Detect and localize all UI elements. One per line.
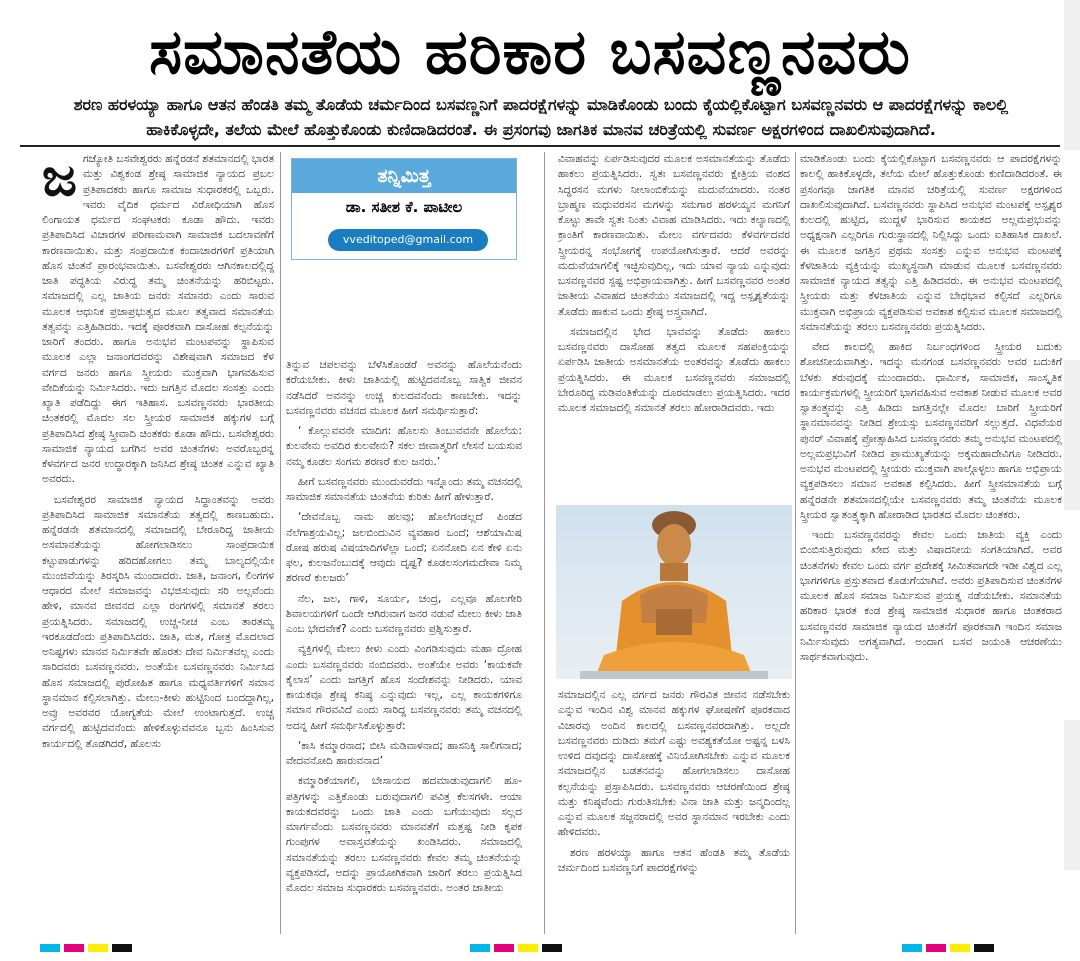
paragraph: ನೆಲ, ಜಲ, ಗಾಳಿ, ಸೂರ್ಯ, ಚಂದ್ರ, ಎಲ್ಲವೂ ಹೊಲಗೇರಿ ಶಿವಾಲಯಗಳಿಗೆ ಒಂದೇ ಆಗಿರುವಾಗ ಜನರ ನಡುವೆ ಮೇಲು ಕೀಳು ಜಾತಿ ಎಂಬ ಭೇದವೇಕೆ? ಎಂದು ಬಸವಣ್ಣನವರು ಪ್ರಶ್ನಿಸುತ್ತಾರೆ. bbox=[286, 592, 522, 635]
article-column-1 bbox=[42, 152, 274, 932]
article-column-3 bbox=[558, 152, 790, 492]
paragraph: ವೇದ ಕಾಲದಲ್ಲಿ ಹಾಕಿದ ನಿರ್ಬಂಧಗಳಿಂದ ಸ್ತ್ರೀಯರ ಬದುಕು ಶೋಚನೀಯವಾಗಿತ್ತು. ಇದನ್ನು ಮನಗಂಡ ಬಸವಣ್ಣನವರು ಅವರ ಬದುಕಿಗೆ ಬೆಳಕು ತರುವುದಕ್ಕೆ ಮುಂದಾದರು. ಧಾರ್ಮಿಕ, ಸಾಮಾಜಿಕ, ಸಾಂಸ್ಕೃತಿಕ ಕಾರ್ಯಕ್ರಮಗಳಲ್ಲಿ ಸ್ತ್ರೀಯರಿಗೆ ಭಾಗವಹಿಸುವ ಅವಕಾಶ ನೀಡುವ ಮೂಲಕ ಅವರ ಸ್ವಾತಂತ್ರ್ಯವನ್ನು ಎತ್ತಿ ಹಿಡಿದು ಜಗತ್ತಿನಲ್ಲೇ ಮೊದಲ ಬಾರಿಗೆ ಸ್ತ್ರೀಯರಿಗೆ ಸ್ಥಾನಮಾನವನ್ನು ನೀಡಿದ ಶ್ರೇಯಸ್ಸು ಬಸವಣ್ಣನವರಿಗೆ ಸಲ್ಲುತ್ತದೆ. ವಿಧವೆಯರ ಪುನರ್ ವಿವಾಹಕ್ಕೆ ಪ್ರೋತ್ಸಾಹಿಸಿದ ಬಸವಣ್ಣನವರು ತಮ್ಮ ಅನುಭವ ಮಂಟಪದಲ್ಲಿ ಅಲ್ಲಮಪ್ರಭುವಿಗೆ ನೀಡಿದ ಪ್ರಾಮುಖ್ಯತೆಯನ್ನು ಅಕ್ಕಮಹಾದೇವಿಗೂ ನೀಡಿದರು. ಅನುಭವ ಮಂಟಪದಲ್ಲಿ ಸ್ತ್ರೀಯರು ಮುಕ್ತವಾಗಿ ಪಾಲ್ಗೊಳ್ಳಲು ಹಾಗೂ ಅಭಿಪ್ರಾಯ ವ್ಯಕ್ತಪಡಿಸಲು ಸಮಾನ ಅವಕಾಶ ಕಲ್ಪಿಸಿದರು. ಹೀಗೆ ಸ್ತ್ರೀಸಮಾನತೆಯ ಬಗ್ಗೆ ಹನ್ನೆರಡನೇ ಶತಮಾನದಲ್ಲಿಯೇ ಬಸವಣ್ಣನವರು ತಮ್ಮ ಚಿಂತನೆಯ ಮೂಲಕ ಸ್ತ್ರೀಯರ ಸ್ವಾತಂತ್ರ್ಯಕ್ಕಾಗಿ ಹೋರಾಡಿದ ಭಾರತದ ಮೊದಲ ಚಿಂತಕರು. bbox=[800, 341, 1062, 521]
quote-paragraph: ‘ದೇವನೊಬ್ಬ ನಾಮ ಹಲವು; ಹೊಲೆಗಂಡಲ್ಲದೆ ಪಿಂಡದ ನೆಲೆಗಾಶ್ರಯವಿಲ್ಲ; ಜಲಬಿಂದುವಿನ ವ್ಯವಹಾರ ಒಂದೆ; ಆಶೆಯಾಮಿಷ ರೋಷ ಹರುಷ ವಿಷಯಾದಿಗಳೆಲ್ಲಾ ಒಂದೆ; ಏನನೋದಿ ಏನ ಕೇಳಿ ಏನು ಫಲ, ಕುಲಜನೆಂಬುದಕ್ಕೆ ಆವುದು ದೃಷ್ಟ? ಕೂಡಲಸಂಗಮದೇವಾ ನಿಮ್ಮ ಶರಣರೆ ಕುಲಜರು’ bbox=[286, 511, 522, 585]
paragraph bbox=[42, 152, 274, 488]
article-column-3-lower bbox=[558, 688, 790, 932]
magenta-swatch bbox=[926, 944, 946, 952]
magenta-swatch bbox=[64, 944, 84, 952]
basavanna-statue-image bbox=[556, 505, 792, 679]
page-edge-fragment bbox=[1064, 360, 1080, 510]
paragraph: ಇಂದು ಬಸವಣ್ಣನವರನ್ನು ಕೇವಲ ಒಂದು ಜಾತಿಯ ವ್ಯಕ್ತಿ ಎಂದು ಬಿಂಬಿಸುತ್ತಿರುವುದು ಖೇದ ಮತ್ತು ವಿಷಾದನೀಯ ಸಂಗತಿಯಾಗಿದೆ. ಅವರ ಚಿಂತನೆಗಳು ಕೇವಲ ಒಂದು ವರ್ಗ ಪ್ರದೇಶಕ್ಕೆ ಸೀಮಿತವಾಗದೇ ಇಡೀ ವಿಶ್ವದ ಎಲ್ಲ ಭಾಗಗಳಿಗೂ ಪ್ರಸ್ತುತವಾದ ಕೊಡುಗೆಯಾಗಿವೆ. ಅವರು ಪ್ರತಿಪಾದಿಸುವ ಚಿಂತನೆಗಳ ಮೂಲಕ ಹೊಸ ಸಮಾಜ ನಿರ್ಮಿಸುವ ಪ್ರಯತ್ನ ನಡೆಯಬೇಕು. ಸಮಾನತೆಯ ಹರಿಕಾರ ಭಾರತ ಕಂಡ ಶ್ರೇಷ್ಠ ಸಾಮಾಜಿಕ ಸುಧಾರಕ ಹಾಗೂ ಚಿಂತಕರಾದ ಬಸವಣ್ಣನವರ ಸಾಮಾಜಿಕ ನ್ಯಾಯದ ಚಿಂತನೆಗೆ ಪೂರಕವಾಗಿ ಇಂದಿನ ಸಮಾಜ ನಿರ್ಮಿಸುವುದು ಅಗತ್ಯವಾಗಿದೆ. ಅಂದಾಗ ಬಸವ ಜಯಂತಿ ಆಚರಣೆಯು ಸಾರ್ಥಕವಾಗುವುದು. bbox=[800, 529, 1062, 663]
yellow-swatch bbox=[950, 944, 970, 952]
paragraph: ಬಸವೇಶ್ವರರ ಸಾಮಾಜಿಕ ನ್ಯಾಯದ ಸಿದ್ಧಾಂತವನ್ನು ಅವರು ಪ್ರತಿಪಾದಿಸಿದ ಸಾಮಾಜಿಕ ಸಮಾನತೆಯ ತತ್ವದಲ್ಲಿ ಕಾಣಬಹುದು. ಹನ್ನೆರಡನೇ ಶತಮಾನದಲ್ಲಿ ಸಮಾಜದಲ್ಲಿ ಬೇರೂರಿದ್ದ ಜಾತೀಯ ಅಸಮಾನತೆಯನ್ನು ಹೋಗಲಾಡಿಸಲು ಸಾಂಪ್ರದಾಯಿಕ ಕಟ್ಟುಪಾಡುಗಳನ್ನು ಹರಿದಹೋಗಲು ತಮ್ಮ ಬಾಲ್ಯದಲ್ಲಿಯೇ ಮುಂಜಿವೆಯನ್ನು ತಿರಸ್ಕರಿಸಿ ಮುಂದಾದರು. ಜಾತಿ, ಜನಾಂಗ, ಲಿಂಗಗಳ ಆಧಾರದ ಮೇಲೆ ಸಮಾಜವನ್ನು ವಿಭಜಿಸುವುದು ಸರಿ ಅಲ್ಲವೆಂದು ಹೇಳಿ, ಮಾನವ ಜೀವನದ ಎಲ್ಲಾ ರಂಗಗಳಲ್ಲಿ ಸಮಾನತೆ ತರಲು ಪ್ರಯತ್ನಿಸಿದರು. ಸಮಾಜದಲ್ಲಿ ಉಚ್ಚ-ನೀಚ ಎಂಬ ತಾರತಮ್ಯ ಇರಕೂಡದೆಂದು ಪ್ರತಿಪಾದಿಸಿದರು. ಜಾತಿ, ಮತ, ಗೋತ್ರ ಮೊದಲಾದ ಅನಿಷ್ಟಗಳು ಮಾನವ ನಿರ್ಮಿತವೇ ಹೊರತು ದೇವ ನಿರ್ಮಿತವಲ್ಲ ಎಂದು ಸಾರಿದವರು ಬಸವಣ್ಣನವರು. ಅಂತೆಯೇ ಬಸವಣ್ಣನವರು ನಿರ್ಮಿಸಿದ ಹೊಸ ಸಮಾಜದಲ್ಲಿ ಪುರೋಹಿತ ಹಾಗೂ ಮಧ್ಯವರ್ತಿಗಳಿಗೆ ಸಮಾನ ಸ್ಥಾನಮಾನ ಕಲ್ಪಿಸಲಾಗಿತ್ತು. ಮೇಲು-ಕೀಳು ಹುಟ್ಟಿನಿಂದ ಬಂದದ್ದಾಗಿಲ್ಲ, ಅವ್ರು ಅವರವರ ಯೋಗ್ಯತೆಯ ಮೇಲೆ ಉಂಟಾಗುತ್ತದೆ. ಉಚ್ಚ ವರ್ಗದಲ್ಲಿ ಹುಟ್ಟಿದವನೆಂದು ಹೇಳಿಕೊಳ್ಳುವವನೂ ಬ್ಬನು ಹಿಂಸಿಸುವ ಕಾರ್ಯದಲ್ಲಿ ತೊಡಗಿದರೆ, ಹೊಲಸು bbox=[42, 493, 274, 750]
cyan-swatch bbox=[902, 944, 922, 952]
author-email[interactable]: vveditoped@gmail.com bbox=[328, 229, 488, 251]
quote-paragraph: ‘ಕಾಸಿ ಕಮ್ಮಾರನಾದ; ಬೀಸಿ ಮಡಿವಾಳನಾದ; ಹಾಸನಿಕ್ಕಿ ಸಾಲಿಗನಾದ; ವೇದವನೋದಿ ಹಾರುವನಾದ’ bbox=[286, 739, 522, 767]
quote-paragraph: ‘ ಕೊಲ್ಲುವವನೇ ಮಾದಿಗ: ಹೊಲಸು ತಿಂಬುವವನೇ ಹೊಲೆಯ: ಕುಲವೇನು ಅವದಿರ ಕುಲವೇನು? ಸಕಲ ಜೀವಾತ್ಮರಿಗೆ ಲೇಸನೆ ಬಯಸುವ ನಮ್ಮ ಕೂಡಲ ಸಂಗಮ ಶರಣರೆ ಕುಲ ಜನರು.’ bbox=[286, 425, 522, 468]
cyan-swatch bbox=[470, 944, 490, 952]
magenta-swatch bbox=[494, 944, 514, 952]
column-divider bbox=[280, 152, 281, 934]
paragraph-text: ಗಜ್ಯೋತಿ ಬಸವೇಶ್ವರರು ಹನ್ನೆರಡನೆ ಶತಮಾನದಲ್ಲಿ ಭಾರತ ಮತ್ತು ವಿಶ್ವಕಂಡ ಶ್ರೇಷ್ಠ ಸಾಮಾಜಿಕ ನ್ಯಾಯದ ಪ್ರಬಲ ಪ್ರತಿಪಾದಕರು ಹಾಗೂ ಸಾಮಾಜ ಸುಧಾರಕರಲ್ಲಿ ಒಬ್ಬರು. ಇವರು ವೈದಿಕ ಧರ್ಮದ ವಿರೋಧಿಯಾಗಿ ಹೊಸ ಲಿಂಗಾಯತ ಧರ್ಮದ ಸಂಘಟಕರು ಕೂಡಾ ಹೌದು. ಇವರು ಪ್ರತಿಪಾದಿಸಿದ ವಿಚಾರಗಳ ಪರಿಣಾಮವಾಗಿ ಸಾಮಾಜಿಕ ಬದಲಾವಣೆಗೆ ಕಾರಣವಾಯಿತು. ಮತ್ತು ಸಂಪ್ರದಾಯಿಕ ಕಂದಾಚಾರಗಳಿಗೆ ಪ್ರತಿಯಾಗಿ ಹೊಸ ಚಿಂತನೆ ಪ್ರಾರಂಭವಾಯಿತು. ಬಸವೇಶ್ವರರು ಆಗಿನಕಾಲದಲ್ಲಿದ್ದ ಜಾತಿ ಪದ್ಧತಿಯ ವಿರುದ್ಧ ತಮ್ಮ ಚಿಂತನೆಯನ್ನು ಹರಿಬಿಟ್ಟರು. ಸಮಾಜದಲ್ಲಿ ಎಲ್ಲ ಜಾತಿಯ ಜನರು ಸಮಾನರು ಎಂದು ಸಾರುವ ಮೂಲಕ ಆಧುನಿಕ ಪ್ರಜಾಪ್ರಭುತ್ವದ ಮೂಲ ತತ್ವವಾದ ಸಮಾನತೆಯ ತತ್ವವನ್ನು ಎತ್ತಿಹಿಡಿದರು. ಇದಕ್ಕೆ ಪೂರಕವಾಗಿ ದಾಸೋಹ ಕಲ್ಪನೆಯನ್ನು ಜಾರಿಗೆ ತಂದರು. ಹಾಗೂ ಅನುಭವ ಮಂಟಪವನ್ನು ಸ್ಥಾಪಿಸುವ ಮೂಲಕ ಎಲ್ಲಾ ಜನಾಂಗದವರನ್ನು ವಿಶೇಷವಾಗಿ ಸಮಾಜದ ಕೆಳ ವರ್ಗದ ಜನರು ಹಾಗೂ ಸ್ತ್ರೀಯರು ಮುಕ್ತವಾಗಿ ಭಾಗವಹಿಸುವ ವೇದಿಕೆಯನ್ನು ನಿರ್ಮಿಸಿದರು. ಇದು ಜಗತ್ತಿನ ಮೊದಲ ಸಂಸತ್ತು ಎಂದು ಖ್ಯಾತಿ ಪಡೆದಿದ್ದು ಈಗ ಇತಿಹಾಸ. ಬಸವಣ್ಣನವರು ಭಾರತೀಯ ಚಿಂತಕರಲ್ಲಿ ಮೊದಲ ಸಲ ಸ್ತ್ರೀಯರ ಸಾಮಾಜಿಕ ಹಕ್ಕುಗಳ ಬಗ್ಗೆ ಪ್ರತಿಪಾದಿಸಿದ ಶ್ರೇಷ್ಠ ಸ್ತ್ರೀವಾದಿ ಚಿಂತಕರು ಕೂಡಾ ಹೌದು. ಬಸವೇಶ್ವರರು ಸಾಮಾಜಿಕ ನ್ಯಾಯದ ಬಗೆಗಿನ ಅವರ ಚಿಂತನೆಗಳು ಅವರೊಬ್ಬರನ್ನ ಕೆಳವರ್ಗದ ಜನರ ಉದ್ಧಾರಕ್ಕಾಗಿ ಜನಿಸಿದ ಶ್ರೇಷ್ಠ ಚಿಂತಕ ಎನ್ನುವ ಖ್ಯಾತಿ ಅವರದು. bbox=[42, 153, 274, 486]
black-swatch bbox=[112, 944, 132, 952]
header-rule bbox=[20, 145, 1060, 147]
paragraph: ಸಮಾಜದಲ್ಲಿನ ಭೇದ ಭಾವವನ್ನು ತೊಡೆದು ಹಾಕಲು ಬಸವಣ್ಣನವರು ದಾಸೋಹ ತತ್ವದ ಮೂಲಕ ಸಹಪಂಕ್ತಿಯನ್ನು ಏರ್ಪಡಿಸಿ ಜಾತೀಯ ಅಸಮಾನತೆಯ ಅಂತರವನ್ನು ತೊಡೆದು ಹಾಕಲು ಪ್ರಯತ್ನಿಸಿದರು. ಈ ಮೂಲಕ ಬಸವಣ್ಣನವರು ಸಮಾಜದಲ್ಲಿ ಬೇರೂರಿದ್ದ ಮಡಿವಂತಿಕೆಯನ್ನು ದೂರಮಾಡಲು ಪ್ರಯತ್ನಿಸಿದರು. ಇದರ ಮೂಲಕ ಸಮಾಜದಲ್ಲಿ ಸಮಾನತೆ ತರಲು ಹೋರಾಡಿದವರು. ಇದು bbox=[558, 325, 790, 414]
cyan-swatch bbox=[40, 944, 60, 952]
dropcap: ಜ bbox=[42, 152, 77, 208]
paragraph: ವ್ಯಕ್ತಿಗಳಲ್ಲಿ ಮೇಲು ಕೀಳು ಎಂದು ವಿಂಗಡಿಸುವುದು ಮಹಾ ದ್ರೋಹ ಎಂದು ಬಸವಣ್ಣನವರು ನಂಬಿದವರು. ಅಂತೆಯೇ ಅವರು ‘ಕಾಯಕವೇ ಕೈಲಾಸ’ ಎಂದು ಜಗತ್ತಿಗೆ ಹೊಸ ಸಂದೇಶವನ್ನು ನೀಡಿದರು. ಯಾವ ಕಾಯಕವೂ ಶ್ರೇಷ್ಠ ಕನಿಷ್ಠ ಎನ್ನುವುದು ಇಲ್ಲ, ಎಲ್ಲ ಕಾಯಕಗಳಿಗೂ ಸಮಾನ ಗೌರವವಿದೆ ಎಂದು ಸಾರಿದ್ದ ಬಸವಣ್ಣನವರು ತಮ್ಮ ವಚನದಲ್ಲಿ ಅದನ್ನ ಹೀಗೆ ಸಮರ್ಥಿಸಿಕೊಳ್ಳುತ್ತಾರೆ: bbox=[286, 643, 522, 732]
article-column-4 bbox=[800, 152, 1062, 932]
paragraph: ಸಮಾಜದಲ್ಲಿನ ಎಲ್ಲ ವರ್ಗದ ಜನರು ಗೌರವಿತ ಜೀವನ ನಡೆಸಬೇಕು ಎನ್ನುವ ಇಂದಿನ ವಿಶ್ವ ಮಾನವ ಹಕ್ಕುಗಳ ಘೋಷಣೆಗೆ ಪೂರಕವಾದ ವಿಚಾರವು ಅಂದಿನ ಕಾಲದಲ್ಲಿ ಬಸವಣ್ಣನವರದಾಗಿತ್ತು. ಅಲ್ಲದೇ ಬಸವಣ್ಣನವರು ದುಡಿದು ತಮಗೆ ಎಷ್ಟು ಅವಶ್ಯಕತೆಯೋ ಅಷ್ಟನ್ನ ಬಳಸಿ ಉಳಿದ ದವುದನ್ನು ದಾಸೋಹಕ್ಕೆ ವಿನಿಯೋಗಿಸಬೇಕು ಎನ್ನುವ ಮೂಲಕ ಸಮಾಜದಲ್ಲಿನ ಬಡತನವನ್ನು ಹೋಗಲಾಡಿಸಲು ದಾಸೋಹ ಕಲ್ಪನೆಯನ್ನು ಪ್ರಸ್ತಾಪಿಸಿದರು. ಬಸವಣ್ಣನವರು ಆಚರಣೆಯಿಂದ ಶ್ರೇಷ್ಠ ಮತ್ತು ಕನಿಷ್ಠವೆಂದು ಗುರುತಿಸಬೇಕು ವಿನಾ ಜಾತಿ ಮತ್ತು ಜನ್ಮದಿಂದಲ್ಲ ಎನ್ನುವ ಮೂಲಕ ಸಜ್ಜನರಾದಲ್ಲಿ ಅವರ ಸ್ಥಾನಮಾನ ಇರಬೇಕು ಎಂದು ಹೇಳಿದವರು. bbox=[558, 689, 790, 839]
registration-marks bbox=[40, 937, 136, 945]
yellow-swatch bbox=[518, 944, 538, 952]
column-heading: ತನ್ನಿಮಿತ್ತ bbox=[292, 159, 516, 193]
paragraph: ವಿವಾಹವನ್ನು ಏರ್ಪಡಿಸುವುದರ ಮೂಲಕ ಅಸಮಾನತೆಯನ್ನು ತೊಡೆದು ಹಾಕಲು ಪ್ರಯತ್ನಿಸಿದರು. ಸ್ವತಃ ಬಸವಣ್ಣನವರು ಕ್ಷೇತ್ರಿಯ ವಂಶದ ಸಿದ್ಧರಸನ ಮಗಳು ನೀಲಾಂಬಿಕೆಯನ್ನು ಮದುವೆಯಾದರು. ನಂತರ ಬ್ರಾಹ್ಮಣ ಮಧುವರಸನ ಮಗಳನ್ನು ಸಮಗಾರ ಹರಳಯ್ಯನ ಮಗನಿಗೆ ಕೊಟ್ಟು ತಾವೇ ಸ್ವತಃ ನಿಂತು ವಿವಾಹ ಮಾಡಿಸಿದರು. ಇದು ಕಲ್ಯಾಣದಲ್ಲಿ ಕ್ರಾಂತಿಗೆ ಕಾರಣವಾಯಿತು. ಮೇಲು ವರ್ಗದವರು ಕೆಳವರ್ಗದವರ ಸ್ತ್ರೀಯರನ್ನ ಸಂಭೋಗಕ್ಕೆ ಉಪಯೋಗಿಸುತ್ತಾರೆ. ಆದರೆ ಅವರನ್ನು ಮದುವೆಯಾಗಲಿಕ್ಕೆ ಇಚ್ಛಿಸುವುದಿಲ್ಲ, ಇದು ಯಾವ ನ್ಯಾಯ ಎನ್ನುವುದು ಬಸವಣ್ಣನವರ ಸ್ಪಷ್ಟ ಅಭಿಪ್ರಾಯವಾಗಿತ್ತು. ಹೀಗೆ ಬಸವಣ್ಣನವರ ಅಂತರ ಜಾತೀಯ ವಿವಾಹದ ಚಿಂತನೆಯು ಸಮಾಜದಲ್ಲಿ ಇದ್ದ ಅಸ್ಪೃಶ್ಯತೆಯನ್ನು ತೊಡೆದು ಹಾಕುವ ಒಂದು ಶ್ರೇಷ್ಠ ಅಸ್ತ್ರವಾಗಿದೆ. bbox=[558, 153, 790, 318]
column-divider bbox=[795, 152, 796, 934]
paragraph: ಕಮ್ಮಾರಿಕೆಯಾಗಲಿ, ಬೇಸಾಯದ ಹದಮಾಡುವುದಾಗಲಿ ಹೂ- ಪತ್ರಿಗಳನ್ನು ಎತ್ತಿಕೊಂಡು ಬರುವುದಾಗಲಿ ಪವಿತ್ರ ಕೆಲಸಗಳೇ. ಆಯಾ ಕಾಯಕದವರನ್ನು ಒಂದು ಜಾತಿ ಎಂದು ಬಗೆಯುವುದು ಸಲ್ಲದ ಮಾರ್ಗವೆಂದು ಬಸವಣ್ಣನವರು ಮಾನವತೆಗೆ ಮತ್ತಷ್ಟ ನೀಡಿ ಕೃಪಕ ಗುಂಪುಗಳ ಅವಾಸ್ತವತೆಯನ್ನು ಖಂಡಿಸಿದರು. ಸಮಾಜದಲ್ಲಿ ಸಮಾನತೆಯನ್ನು ತರಲು ಬಸವಣ್ಣನವರು ಕೇವಲ ತಮ್ಮ ಚಿಂತನೆಯನ್ನು ವ್ಯಕ್ತಪಡಿಸದೆ, ಅದನ್ನು ಪ್ರಾಯೋಗಿಕವಾಗಿ ಜಾರಿಗೆ ತರಲು ಪ್ರಯತ್ನಿಸಿದ ಮೊದಲ ಸಮಾಜ ಸುಧಾರಕರು ಬಸವಣ್ಣನವರು. ಅಂತರ ಜಾತೀಯ bbox=[286, 775, 522, 894]
paragraph: ಶರಣ ಹರಳಯ್ಯಾ ಹಾಗೂ ಆತನ ಹೆಂಡತಿ ತಮ್ಮ ತೊಡೆಯ ಚರ್ಮದಿಂದ ಬಸವಣ್ಣನಿಗೆ ಪಾದರಕ್ಷೆಗಳನ್ನು bbox=[558, 846, 790, 874]
page-edge-fragment bbox=[1064, 0, 1080, 150]
headline: ಸಮಾನತೆಯ ಹರಿಕಾರ ಬಸವಣ್ಣನವರು bbox=[149, 15, 911, 88]
yellow-swatch bbox=[88, 944, 108, 952]
paragraph: ಹೀಗೆ ಬಸವಣ್ಣನವರು ಮುಂದುವರೆದು ಇನ್ನೊಂದು ತಮ್ಮ ವಚನದಲ್ಲಿ ಸಾಮಾಜಿಕ ಸಮಾನತೆಯ ಚಿಂತನೆಯ ಕುರಿತು ಹೀಗೆ ಹೇಳುತ್ತಾರೆ. bbox=[286, 475, 522, 503]
intro-deck: ಶರಣ ಹರಳಯ್ಯಾ ಹಾಗೂ ಆತನ ಹೆಂಡತಿ ತಮ್ಮ ತೊಡೆಯ ಚರ್ಮದಿಂದ ಬಸವಣ್ಣನಿಗೆ ಪಾದರಕ್ಷೆಗಳನ್ನು ಮಾಡಿಕೊಂಡು ಬಂದು ಕೈಯಲ್ಲಿಕೊಟ್ಟಾಗ ಬಸವಣ್ಣನವರು ಆ ಪಾದರಕ್ಷೆಗಳನ್ನು ಕಾಲಲ್ಲಿ ಹಾಕಿಕೊಳ್ಳದೇ, ತಲೆಯ ಮೇಲೆ ಹೊತ್ತುಕೊಂಡು ಕುಣಿದಾಡಿದರಂತೆ. ಈ ಪ್ರಸಂಗವು ಜಾಗತಿಕ ಮಾನವ ಚರಿತ್ರೆಯಲ್ಲಿ ಸುವರ್ಣ ಅಕ್ಷರಗಳಿಂದ ದಾಖಲಿಸುವುದಾಗಿದೆ. bbox=[73, 95, 1009, 139]
registration-marks bbox=[902, 937, 998, 945]
paragraph: ತಿನ್ನುವ ಚಪಲವನ್ನು ಬೆಳೆಸಿಕೊಂಡರೆ ಅವನನ್ನು ಹೊಲೆಯನೆಂದು ಕರೆಯಬೇಕು. ಕೀಳು ಜಾತಿಯಲ್ಲಿ ಹುಟ್ಟಿದವನೊಬ್ಬ ಸಾತ್ವಿಕ ಜೀವನ ನಡೆಸಿದರೆ ಅವನನ್ನು ಉಚ್ಚ ಕುಲದವನೆಂದು ಕಾಣಬೇಕು. ಇದನ್ನು ಬಸವಣ್ಣನವರು ವಚನದ ಮೂಲಕ ಹೀಗೆ ಸಮರ್ಥಿಸುತ್ತಾರೆ: bbox=[286, 359, 522, 417]
column-info-box bbox=[291, 158, 517, 260]
black-swatch bbox=[542, 944, 562, 952]
registration-marks bbox=[470, 937, 566, 945]
statue-illustration bbox=[556, 505, 792, 679]
author-name: ಡಾ. ಸತೀಶ ಕೆ. ಪಾಟೀಲ bbox=[345, 198, 463, 216]
black-swatch bbox=[974, 944, 994, 952]
page-edge-fragment bbox=[1064, 720, 1080, 870]
paragraph: ಮಾಡಿಕೊಂಡು ಬಂದು ಕೈಯಲ್ಲಿಕೊಟ್ಟಾಗ ಬಸವಣ್ಣನವರು ಆ ಪಾದರಕ್ಷೆಗಳನ್ನು ಕಾಲಲ್ಲಿ ಹಾಕಿಕೊಳ್ಳದೇ, ತಲೆಯ ಮೇಲೆ ಹೊತ್ತುಕೊಂಡು ಕುಣಿದಾಡಿದರಂತೆ. ಈ ಪ್ರಸಂಗವೂ ಜಾಗತಿಕ ಮಾನವ ಚರಿತ್ರೆಯಲ್ಲಿ ಸುವರ್ಣ ಅಕ್ಷರಗಳಿಂದ ದಾಖಲಿಸುವುದಾಗಿದೆ. ಬಸವಣ್ಣನವರು ಸ್ಥಾಪಿಸಿದ ಅನುಭವ ಮಂಟಪಕ್ಕೆ ಅಸ್ಪೃಶ್ಯರ ಕುಲದಲ್ಲಿ ಹುಟ್ಟಿದ, ಮುದ್ದಳೆ ಭಾರಿಸುವ ಕಾಯಕದ ಅಲ್ಲಮಪ್ರಭುವನ್ನು ಅಧ್ಯಕ್ಷನಾಗಿ ಎಲ್ಲರಿಗೂ ಗುರುಸ್ಥಾನದಲ್ಲಿ ನಿಲ್ಲಿಸಿದ್ದು ಒಂದು ಐತಿಹಾಸಿಕ ದಾಖಲೆ. ಈ ಮೂಲಕ ಜಗತ್ತಿನ ಪ್ರಥಮ ಸಂಸತ್ತು ಎನ್ನುವ ಅನುಭವ ಮಂಟಪಕ್ಕೆ ಕೆಳಜಾತಿಯ ವ್ಯಕ್ತಿಯನ್ನು ಮುಖ್ಯಸ್ಥನಾಗಿ ಮಾಡುವ ಮೂಲಕ ಬಸವಣ್ಣನವರು ಸಾಮಾಜಿಕ ನ್ಯಾಯದ ತತ್ವನ್ನು ಎತ್ತಿ ಹಿಡಿದವರು. ಈ ಅನುಭವ ಮಂಟಪದಲ್ಲಿ ಸ್ತ್ರೀಯರು ಮತ್ತು ಕೆಳಜಾತಿಯ ಎನ್ನುವ ಬೇಧಭಾವ ಕಲ್ಪಿಸದೆ ಎಲ್ಲರಿಗೂ ಮುಕ್ತವಾಗಿ ಅಭಿಪ್ರಾಯ ವ್ಯಕ್ತಪಡಿಸುವ ಅವಕಾಶ ಕಲ್ಪಿಸುವ ಮೂಲಕ ಸಮಾಜದಲ್ಲಿ ಸಮಾನತೆಯನ್ನು ತರಲು ಬಸವಣ್ಣನವರು ಪ್ರಯತ್ನಿಸಿದರು. bbox=[800, 153, 1062, 333]
column-divider bbox=[544, 152, 545, 934]
article-column-2 bbox=[286, 358, 522, 932]
